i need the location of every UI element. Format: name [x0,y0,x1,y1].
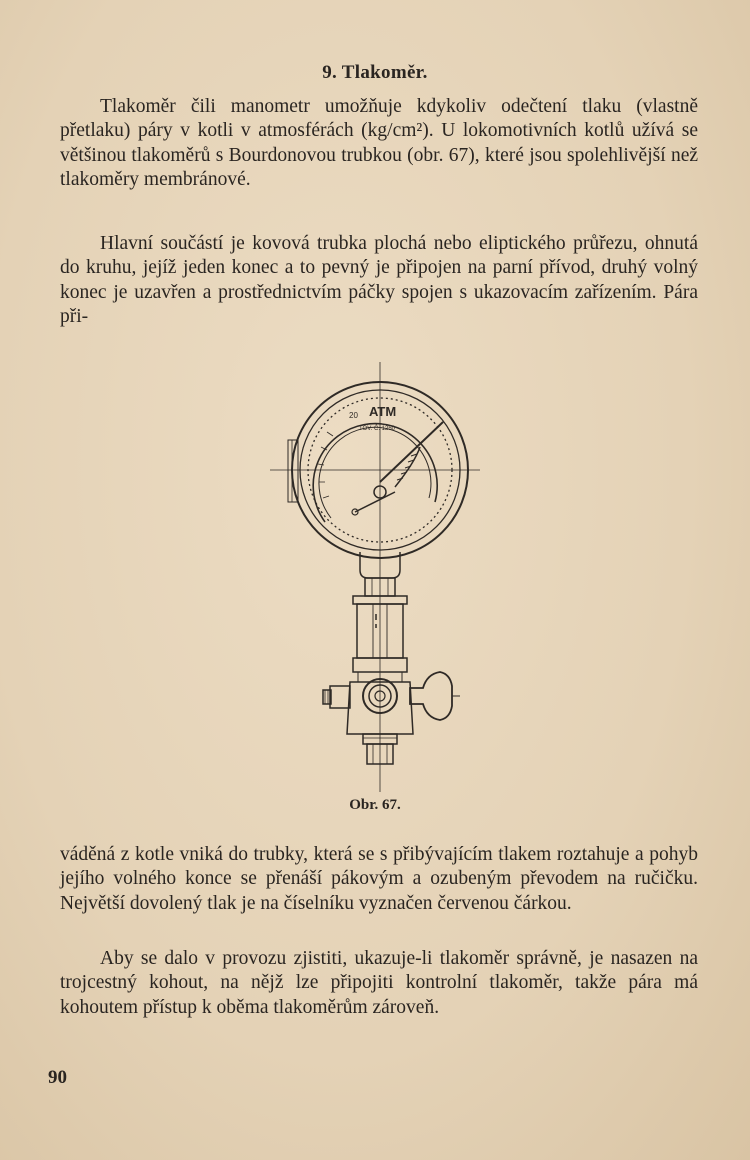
dial-plate-text: TOV. Č. 1250 [359,426,396,432]
manometer-figure [255,352,495,792]
manometer-drawing [255,352,495,792]
paragraph-1: Tlakoměr čili manometr umožňuje kdykoliv odečtení tlaku (vlastně přetlaku) páry v kotli v atmosférách (kg/cm²). U lokomotivních kotlů užívá se většinou tlakoměrů s Bourdonovou trubkou (obr. 67), které jsou spolehlivější než tlakoměry membránové. [60,96,698,191]
page-number: 90 [48,1067,67,1088]
dial-scale-number: 20 [349,411,358,420]
dial-unit-label: ATM [369,404,397,419]
paragraph-2: Hlavní součástí je kovová trubka plochá nebo eliptického průřezu, ohnutá do kruhu, jejíž jeden konec a to pevný je připojen na parní přívod, druhý volný konec je uzavřen a prostřednictvím páčky spojen s ukazovacím zařízením. Pára při- [60,233,698,328]
figure-caption: Obr. 67. [349,797,401,813]
paragraph-4: Aby se dalo v provozu zjistiti, ukazuje-li tlakoměr správně, je nasazen na trojcestný kohout, na nějž lze připojiti kontrolní tlakoměr, takže pára má kohoutem přístup k oběma tlakoměrům zároveň. [60,948,698,1018]
section-heading: 9. Tlakoměr. [322,62,428,83]
paragraph-3: váděná z kotle vniká do trubky, která se s přibývajícím tlakem roztahuje a pohyb jejího volného konce se přenáší pákovým a ozubeným převodem na ručičku. Největší dovolený tlak je na číselníku vyznačen červenou čárkou. [60,844,698,914]
